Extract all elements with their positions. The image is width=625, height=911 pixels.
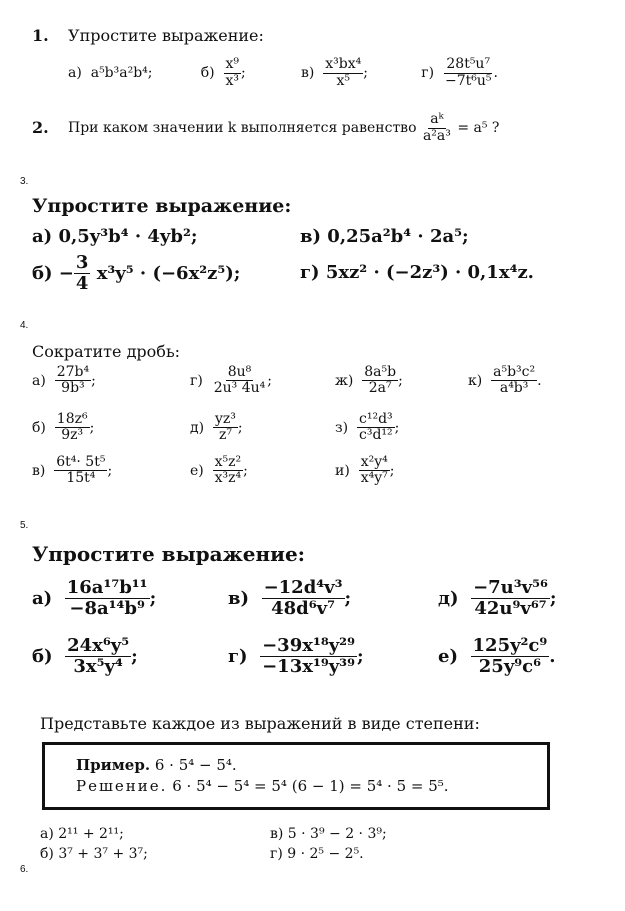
fraction-item [32, 455, 112, 487]
fraction-item [335, 365, 403, 397]
fraction [323, 57, 363, 89]
item-end: . [549, 645, 556, 667]
denominator: x⁴y⁷ [360, 470, 388, 487]
fraction [65, 578, 150, 619]
item-label: а) [32, 372, 46, 389]
numerator: 16a¹⁷b¹¹ [66, 577, 148, 598]
denominator: a⁴b³ [499, 380, 529, 397]
solution-line [76, 777, 449, 795]
solution-expr: 6 · 5⁴ − 5⁴ = 5⁴ (6 − 1) = 5⁴ · 5 = 5⁵. [172, 777, 449, 795]
numerator: a⁵b³c² [493, 364, 536, 380]
fraction [471, 578, 550, 619]
denominator: 25y⁹c⁶ [478, 655, 542, 677]
fraction [471, 636, 550, 677]
fraction [74, 253, 91, 294]
item-label: ж) [335, 372, 354, 389]
denominator: 2a⁷ [368, 380, 392, 397]
item-label: д) [438, 587, 459, 609]
fraction-item [190, 365, 272, 397]
fraction [359, 455, 390, 487]
fraction [212, 365, 268, 397]
section-3-item-g: г) 5xz² · (−2z³) · 0,1x⁴z. [300, 262, 534, 283]
numerator: 6t⁴· 5t⁵ [56, 454, 106, 470]
item-label: в) [32, 462, 46, 479]
item-end: ; [344, 587, 352, 609]
item-end: . [493, 65, 498, 81]
section-6-title: Представьте каждое из выражений в виде степени: [40, 714, 480, 733]
section-6-item-b: б) 3⁷ + 3⁷ + 3⁷; [40, 846, 148, 862]
denominator: c³d¹² [359, 427, 393, 444]
example-box [42, 742, 550, 810]
problem-1-items [68, 52, 498, 94]
denominator: 4 [75, 272, 89, 294]
fraction-item [190, 455, 248, 487]
item-end: ; [267, 372, 272, 389]
section-3-label: 3. [20, 176, 29, 187]
item-label: б) [200, 65, 215, 81]
item-end: ; [243, 462, 248, 479]
item-end: ; [91, 372, 96, 389]
denominator: 2u³ 4u⁴ [213, 380, 266, 397]
item-end: ; [549, 587, 557, 609]
section-6-item-g: г) 9 · 2⁵ − 2⁵. [270, 846, 364, 862]
problem-2-text [68, 106, 499, 150]
section-6-item-v: в) 5 · 3⁹ − 2 · 3⁹; [270, 826, 387, 842]
numerator: yz³ [215, 411, 236, 427]
numerator: x³bx⁴ [325, 56, 362, 73]
fraction-item [32, 412, 94, 444]
item-label: в) [228, 587, 250, 609]
item-end: ; [107, 462, 113, 479]
fraction-item [468, 365, 542, 397]
fraction [55, 365, 91, 397]
item-end: ; [394, 419, 400, 436]
fraction [213, 412, 238, 444]
numerator: aᵏ [430, 111, 444, 128]
fraction [54, 455, 107, 487]
denominator: −7t⁶u⁵ [444, 72, 492, 89]
denominator: −8a¹⁴b⁹ [69, 597, 145, 619]
fraction [224, 57, 242, 89]
item-label: а) [32, 587, 53, 609]
section-3-item-a: а) 0,5y³b⁴ · 4yb²; [32, 226, 198, 247]
section-4-label: 4. [20, 320, 29, 331]
item-label: а) [68, 65, 82, 81]
item-end: ; [241, 65, 246, 81]
denominator: 9b³ [61, 380, 85, 397]
item-expr: x³y⁵ · (−6x²z⁵); [96, 262, 241, 284]
numerator: 24x⁶y⁵ [67, 635, 130, 656]
item-end: ; [398, 372, 403, 389]
fraction [65, 636, 131, 677]
fraction-item [32, 578, 156, 619]
numerator: x²y⁴ [360, 454, 388, 470]
item-label: е) [190, 462, 204, 479]
section-3-item-v: в) 0,25a²b⁴ · 2a⁵; [300, 226, 469, 247]
item-label: г) [421, 65, 435, 81]
denominator: a²a³ [422, 127, 451, 144]
item-label: е) [438, 645, 458, 667]
fraction-item [228, 636, 364, 677]
fraction [213, 455, 244, 487]
fraction-item [438, 636, 556, 677]
item-prefix: б) − [32, 262, 74, 284]
item-end: ; [131, 645, 138, 667]
item-label: д) [190, 419, 205, 436]
numerator: 8a⁵b [364, 364, 397, 380]
fraction [421, 112, 453, 144]
example-line [76, 756, 237, 774]
item-label: к) [468, 372, 483, 389]
numerator: 27b⁴ [56, 364, 90, 380]
item-label: г) [228, 645, 248, 667]
item-end: ; [149, 587, 157, 609]
section-6-item-a: а) 2¹¹ + 2¹¹; [40, 826, 124, 842]
fraction-item [32, 365, 96, 397]
numerator: x⁹ [225, 56, 240, 73]
numerator: −39x¹⁸y²⁹ [262, 635, 355, 656]
fraction-item [335, 412, 399, 444]
solution-label: Решение. [76, 777, 168, 795]
fraction [55, 412, 90, 444]
fraction-item [190, 412, 243, 444]
fraction [443, 57, 494, 89]
numerator: x⁵z² [214, 454, 242, 470]
numerator: c¹²d³ [359, 411, 393, 427]
denominator: x³ [225, 72, 240, 89]
section-5-label: 5. [20, 520, 29, 531]
equation-rhs: = a⁵ ? [457, 120, 500, 136]
section-3-title: Упростите выражение: [32, 195, 292, 217]
item-label: б) [32, 419, 46, 436]
item-end: ; [237, 419, 243, 436]
numerator: 28t⁵u⁷ [446, 56, 491, 73]
section-4-title: Сократите дробь: [32, 342, 181, 361]
item-end: ; [363, 65, 368, 81]
fraction [362, 365, 398, 397]
section-5-title: Упростите выражение: [32, 542, 306, 566]
denominator: 3x⁵y⁴ [73, 655, 123, 677]
fraction [357, 412, 395, 444]
item-label: и) [335, 462, 350, 479]
numerator: 125y²c⁹ [472, 635, 548, 656]
denominator: 9z³ [61, 427, 84, 444]
problem-1-number: 1. [32, 26, 49, 45]
fraction-item [32, 636, 138, 677]
example-expr: 6 · 5⁴ − 5⁴. [154, 756, 237, 774]
item-end: . [537, 372, 542, 389]
problem-1-title: Упростите выражение: [68, 26, 264, 45]
problem-2-question: При каком значении k выполняется равенство [68, 120, 417, 136]
numerator: 8u⁸ [227, 364, 252, 380]
denominator: 48d⁶v⁷ [271, 597, 335, 619]
item-end: ; [356, 645, 364, 667]
denominator: −13x¹⁹y³⁹ [262, 655, 355, 677]
fraction [491, 365, 537, 397]
problem-2-number: 2. [32, 118, 49, 137]
item-label: б) [32, 645, 53, 667]
item-label: г) [190, 372, 203, 389]
fraction-item [228, 578, 351, 619]
numerator: −7u³v⁵⁶ [473, 577, 548, 598]
fraction-item [438, 578, 557, 619]
numerator: 18z⁶ [56, 411, 88, 427]
example-label: Пример. [76, 756, 151, 774]
denominator: x³z⁴ [214, 470, 242, 487]
denominator: 15t⁴ [66, 470, 96, 487]
numerator: −12d⁴v³ [263, 577, 343, 598]
fraction [260, 636, 357, 677]
section-3-item-b [32, 250, 240, 296]
item-expr: a⁵b³a²b⁴; [90, 65, 153, 81]
item-end: ; [389, 462, 395, 479]
denominator: x⁵ [336, 72, 351, 89]
item-end: ; [89, 419, 95, 436]
item-label: з) [335, 419, 349, 436]
section-6-label: 6. [20, 864, 29, 875]
denominator: z⁷ [218, 427, 232, 444]
fraction-item [335, 455, 394, 487]
denominator: 42u⁹v⁶⁷ [474, 597, 547, 619]
fraction [262, 578, 345, 619]
item-label: в) [301, 65, 315, 81]
numerator: 3 [75, 251, 89, 273]
